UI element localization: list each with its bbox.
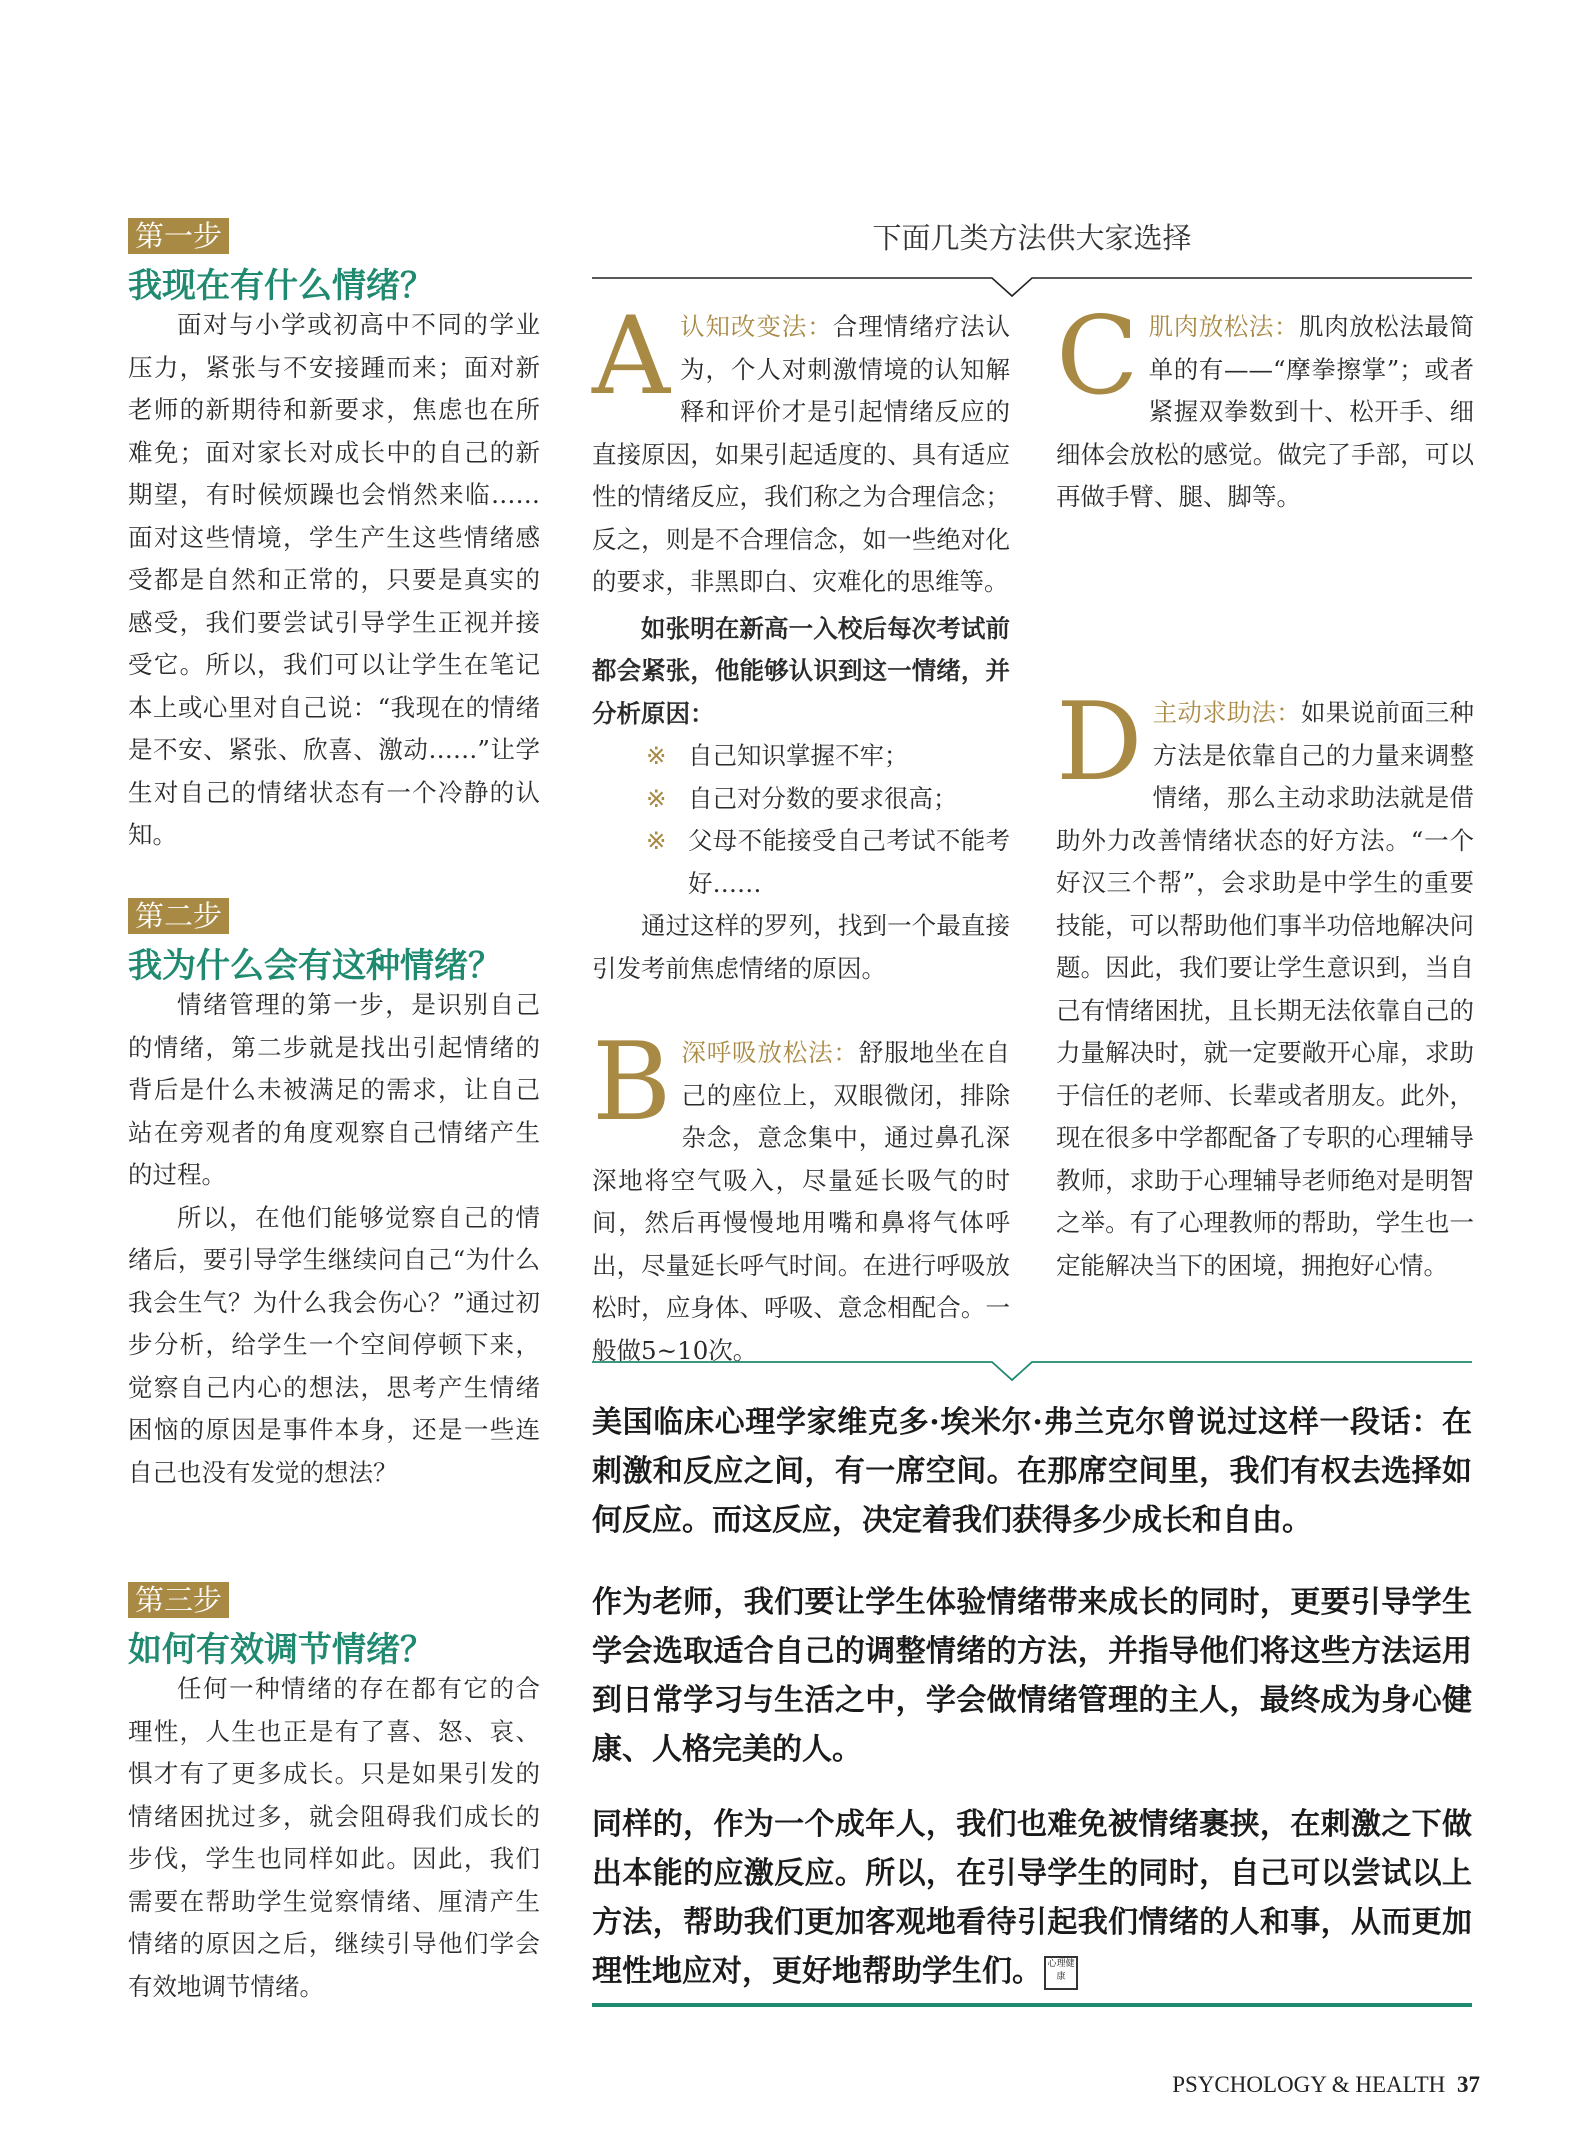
step-2-title: 我为什么会有这种情绪？ xyxy=(128,946,502,986)
end-divider xyxy=(592,2003,1472,2007)
method-c-text: 肌肉放松法最简单的有——“摩拳擦掌”；或者紧握双拳数到十、松开手、细细体会放松的感觉。做完了手部，可以再做手臂、腿、脚等。 xyxy=(1056,312,1475,511)
step-1-title: 我现在有什么情绪？ xyxy=(128,266,434,306)
methods-header-divider xyxy=(592,262,1472,302)
method-d-dropcap: D xyxy=(1056,680,1143,805)
methods-header: 下面几类方法供大家选择 xyxy=(872,221,1192,255)
bullet-mark-icon: ※ xyxy=(646,741,667,770)
step-3-text: 任何一种情绪的存在都有它的合理性，人生也正是有了喜、怒、哀、惧才有了更多成长。只是如果引发的情绪困扰过多，就会阻碍我们成长的步伐，学生也同样如此。因此，我们需要在帮助学生觉察情绪、厘清产生情绪的原因之后，继续引导他们学会有效地调节情绪。 xyxy=(128,1674,540,2001)
step-1-text: 面对与小学或初高中不同的学业压力，紧张与不安接踵而来；面对新老师的新期待和新要求，焦虑也在所难免；面对家长对成长中的自己的新期望，有时候烦躁也会悄然来临……面对这些情境，学生产生这些情绪感受都是自然和正常的，只要是真实的感受，我们要尝试引导学生正视并接受它。所以，我们可以让学生在笔记本上或心里对自己说：“我现在的情绪是不安、紧张、欣喜、激动……”让学生对自己的情绪状态有一个冷静的认知。 xyxy=(128,310,540,849)
step-2-tag: 第二步 xyxy=(128,898,229,934)
step-2-paragraph-1: 情绪管理的第一步，是识别自己的情绪，第二步就是找出引起情绪的背后是什么未被满足的需求，让自己站在旁观者的角度观察自己情绪产生的过程。 xyxy=(128,990,540,1189)
bullet-mark-icon: ※ xyxy=(646,826,667,855)
methods-bottom-divider xyxy=(592,1354,1472,1394)
method-b-dropcap: B xyxy=(592,1020,672,1145)
adult-paragraph-text: 同样的，作为一个成年人，我们也难免被情绪裹挟，在刺激之下做出本能的应激反应。所以，在引导学生的同时，自己可以尝试以上方法，帮助我们更加客观地看待引起我们情绪的人和事，从而更加理性地应对，更好地帮助学生们。 xyxy=(592,1807,1472,1989)
step-1-tag: 第一步 xyxy=(128,218,229,254)
bullet-text: 自己知识掌握不牢； xyxy=(688,741,909,770)
frankl-quote: 美国临床心理学家维克多·埃米尔·弗兰克尔曾说过这样一段话：在刺激和反应之间，有一席空间。在那席空间里，我们有权去选择如何反应。而这反应，决定着我们获得多少成长和自由。 xyxy=(592,1405,1472,1538)
method-d-block xyxy=(1056,680,1474,1287)
method-a-bullet-1 xyxy=(592,735,1010,778)
method-a-name: 认知改变法： xyxy=(680,312,833,341)
method-d-name: 主动求助法： xyxy=(1152,698,1302,727)
method-a-bullet-3 xyxy=(592,820,1010,905)
method-b-block xyxy=(592,1020,1010,1372)
method-a-conclusion: 通过这样的罗列，找到一个最直接引发考前焦虑情绪的原因。 xyxy=(592,911,1010,983)
page-footer xyxy=(1150,2072,1480,2098)
method-b-text: 舒服地坐在自己的座位上，双眼微闭，排除杂念，意念集中，通过鼻孔深深地将空气吸入，尽量延长吸气的时间，然后再慢慢地用嘴和鼻将气体呼出，尽量延长呼气时间。在进行呼吸放松时，应身体、呼吸、意念相配合。一般做5~10次。 xyxy=(592,1038,1010,1365)
bullet-mark-icon: ※ xyxy=(646,783,667,813)
method-c-block xyxy=(1056,294,1475,519)
step-2-text xyxy=(128,984,540,1494)
teacher-paragraph: 作为老师，我们要让学生体验情绪带来成长的同时，更要引导学生学会选取适合自己的调整情绪的方法，并指导他们将这些方法运用到日常学习与生活之中，学会做情绪管理的主人，最终成为身心健康、人格完美的人。 xyxy=(592,1585,1472,1767)
method-a-example: 如张明在新高一入校后每次考试前都会紧张，他能够认识到这一情绪，并分析原因： xyxy=(592,613,1010,728)
method-b-name: 深呼吸放松法： xyxy=(681,1038,859,1067)
adult-paragraph xyxy=(592,1800,1472,1996)
method-d-text: 如果说前面三种方法是依靠自己的力量来调整情绪，那么主动求助法就是借助外力改善情绪状态的好方法。“一个好汉三个帮”，会求助是中学生的重要技能，可以帮助他们事半功倍地解决问题。因此，我们要让学生意识到，当自己有情绪困扰，且长期无法依靠自己的力量解决时，就一定要敞开心扉，求助于信任的老师、长辈或者朋友。此外，现在很多中学都配备了专职的心理辅导教师，求助于心理辅导老师绝对是明智之举。有了心理教师的帮助，学生也一定能解决当下的困境，拥抱好心情。 xyxy=(1056,698,1474,1280)
magazine-name: PSYCHOLOGY & HEALTH xyxy=(1172,2072,1446,2097)
bullet-text: 父母不能接受自己考试不能考好…… xyxy=(688,826,1010,898)
method-a-text: 合理情绪疗法认为，个人对刺激情境的认知解释和评价才是引起情绪反应的直接原因，如果引起适度的、具有适应性的情绪反应，我们称之为合理信念；反之，则是不合理信念，如一些绝对化的要求，非黑即白、灾难化的思维等。 xyxy=(592,312,1010,596)
method-a-block xyxy=(592,294,1010,990)
method-c-name: 肌肉放松法： xyxy=(1148,312,1300,341)
bullet-text: 自己对分数的要求很高； xyxy=(688,783,958,813)
step-2-paragraph-2: 所以，在他们能够觉察自己的情绪后，要引导学生继续问自己“为什么我会生气？为什么我会伤心？”通过初步分析，给学生一个空间停顿下来，觉察自己内心的想法，思考产生情绪困恼的原因是事件本身，还是一些连自己也没有发觉的想法？ xyxy=(128,1202,540,1487)
method-a-bullet-2 xyxy=(592,778,1010,821)
method-c-dropcap: C xyxy=(1056,294,1139,419)
method-a-dropcap: A xyxy=(592,294,670,419)
step-3-title: 如何有效调节情绪？ xyxy=(128,1630,434,1670)
page-number: 37 xyxy=(1457,2072,1480,2097)
step-3-tag: 第三步 xyxy=(128,1582,229,1618)
end-mark-icon: 心理健康 xyxy=(1044,1956,1078,1990)
